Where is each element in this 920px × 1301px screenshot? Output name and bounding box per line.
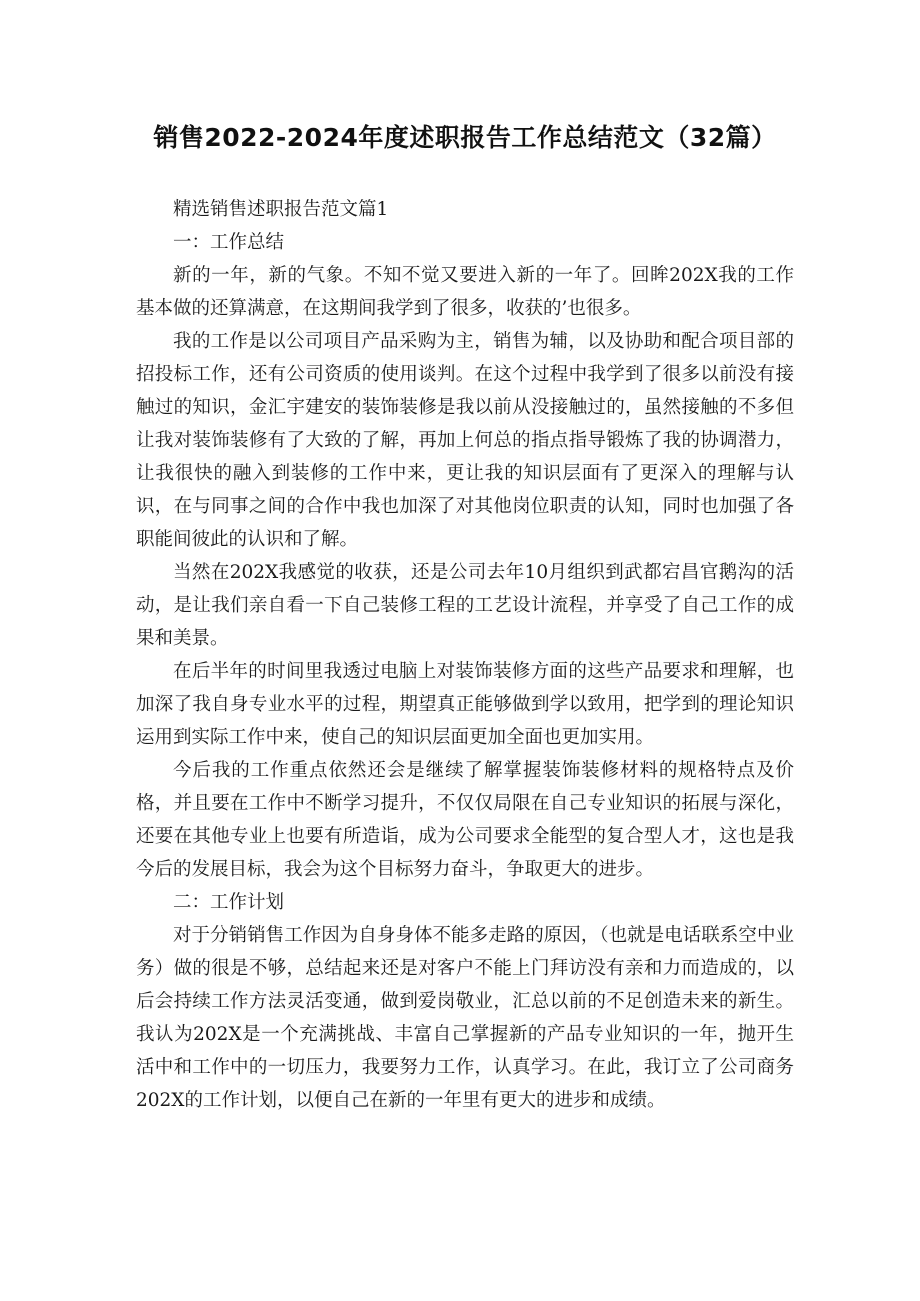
paragraph: 对于分销销售工作因为自身身体不能多走路的原因，（也就是电话联系空中业务）做的很是不够，总结起来还是对客户不能上门拜访没有亲和力而造成的，以后会持续工作方法灵活变通，做到爱岗敬业，汇总以前的不足创造未来的新生。我认为202X是一个充满挑战、丰富自己掌握新的产品专业知识的一年，抛开生活中和工作中的一切压力，我要努力工作，认真学习。在此，我订立了公司商务202X的工作计划，以便自己在新的一年里有更大的进步和成绩。 [136, 925, 794, 1111]
paragraph: 新的一年，新的气象。不知不觉又要进入新的一年了。回眸202X我的工作基本做的还算满意，在这期间我学到了很多，收获的’也很多。 [136, 265, 794, 319]
paragraph: 今后我的工作重点依然还会是继续了解掌握装饰装修材料的规格特点及价格，并且要在工作中不断学习提升，不仅仅局限在自己专业知识的拓展与深化，还要在其他专业上也要有所造诣，成为公司要求全能型的复合型人才，这也是我今后的发展目标，我会为这个目标努力奋斗，争取更大的进步。 [136, 760, 794, 880]
paragraph: 当然在202X我感觉的收获，还是公司去年10月组织到武都宕昌官鹅沟的活动，是让我们亲自看一下自己装修工程的工艺设计流程，并享受了自己工作的成果和美景。 [136, 562, 794, 649]
document-body [136, 193, 794, 1117]
article-heading: 精选销售述职报告范文篇1 [173, 199, 389, 220]
document-title: 销售2022-2024年度述职报告工作总结范文（32篇） [153, 123, 777, 152]
section-heading-work-plan: 二：工作计划 [173, 892, 285, 913]
section-heading-work-summary: 一：工作总结 [173, 232, 285, 253]
paragraph: 在后半年的时间里我透过电脑上对装饰装修方面的这些产品要求和理解，也加深了我自身专业水平的过程，期望真正能够做到学以致用，把学到的理论知识运用到实际工作中来，使自己的知识层面更加全面也更加实用。 [136, 661, 794, 748]
paragraph: 我的工作是以公司项目产品采购为主，销售为辅，以及协助和配合项目部的招投标工作，还有公司资质的使用谈判。在这个过程中我学到了很多以前没有接触过的知识，金汇宇建安的装饰装修是我以前从没接触过的，虽然接触的不多但让我对装饰装修有了大致的了解，再加上何总的指点指导锻炼了我的协调潜力，让我很快的融入到装修的工作中来，更让我的知识层面有了更深入的理解与认识，在与同事之间的合作中我也加深了对其他岗位职责的认知，同时也加强了各职能间彼此的认识和了解。 [136, 331, 794, 550]
